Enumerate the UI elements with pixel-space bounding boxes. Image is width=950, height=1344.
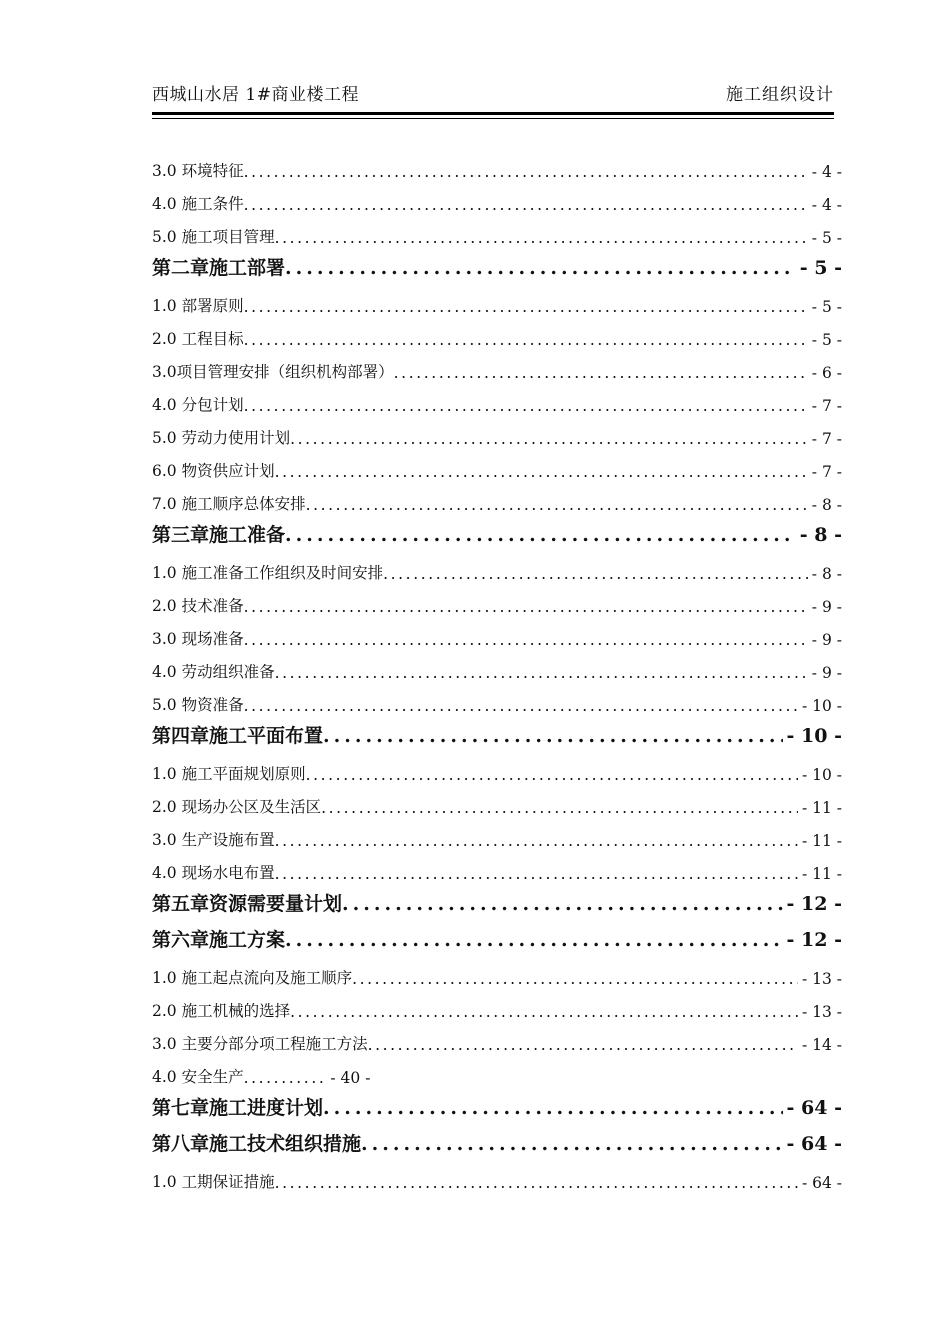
toc-dot-leader — [321, 799, 798, 817]
toc-chapter-number: 第八章 — [152, 1133, 210, 1155]
toc-section-entry[interactable] — [152, 955, 842, 988]
toc-dot-leader — [342, 889, 783, 919]
toc-dot-leader — [244, 397, 808, 415]
toc-dot-leader — [306, 496, 808, 514]
toc-page-number: - 11 - — [801, 832, 842, 850]
toc-entry-title: 5.0 施工项目管理 — [152, 228, 275, 246]
toc-dot-leader — [285, 925, 783, 955]
toc-page-number: - 12 - — [786, 893, 842, 915]
toc-page-number: - 11 - — [801, 799, 842, 817]
toc-section-entry[interactable] — [152, 649, 842, 682]
toc-section-entry[interactable] — [152, 148, 842, 181]
toc-entry-title: 1.0 部署原则 — [152, 297, 244, 315]
toc-page-number: - 40 - — [330, 1069, 371, 1087]
toc-page-number: - 10 - — [801, 766, 842, 784]
toc-entry-title: 1.0 施工准备工作组织及时间安排 — [152, 564, 384, 582]
toc-section-entry[interactable] — [152, 988, 842, 1021]
toc-dot-leader — [306, 766, 798, 784]
header-document-title: 施工组织设计 — [726, 85, 834, 105]
toc-entry-title: 施工平面布置 — [209, 725, 324, 747]
toc-dot-leader — [290, 430, 808, 448]
header-rule-thin — [152, 118, 834, 119]
toc-section-entry[interactable] — [152, 1159, 842, 1192]
toc-page-number: - 5 - — [811, 331, 842, 349]
toc-page-number: - 64 - — [786, 1097, 842, 1119]
toc-section-entry[interactable] — [152, 583, 842, 616]
toc-entry-title: 4.0 分包计划 — [152, 396, 244, 414]
toc-dot-leader — [244, 697, 798, 715]
header-project-title: 西城山水居 1#商业楼工程 — [152, 85, 359, 105]
toc-chapter-entry[interactable] — [152, 883, 842, 919]
toc-dot-leader — [352, 970, 798, 988]
toc-page-number: - 9 - — [811, 598, 842, 616]
toc-section-entry[interactable] — [152, 1021, 842, 1054]
toc-page-number: - 13 - — [801, 1003, 842, 1021]
toc-entry-title: 6.0 物资供应计划 — [152, 462, 275, 480]
toc-entry-title: 4.0 劳动组织准备 — [152, 663, 275, 681]
page-header — [152, 80, 834, 108]
toc-dot-leader — [275, 229, 808, 247]
toc-page-number: - 6 - — [811, 364, 842, 382]
toc-dot-leader — [244, 1069, 327, 1087]
toc-entry-title: 3.0项目管理安排（组织机构部署） — [152, 363, 394, 381]
toc-chapter-number: 第三章 — [152, 524, 210, 546]
toc-dot-leader — [285, 253, 796, 283]
toc-page-number: - 14 - — [801, 1036, 842, 1054]
toc-dot-leader — [275, 865, 798, 883]
toc-chapter-entry[interactable] — [152, 1123, 842, 1159]
toc-chapter-number: 第四章 — [152, 725, 210, 747]
toc-entry-title: 施工部署 — [209, 257, 286, 279]
toc-entry-title: 施工准备 — [209, 524, 286, 546]
toc-page-number: - 8 - — [811, 496, 842, 514]
toc-page-number: - 5 - — [811, 229, 842, 247]
toc-page-number: - 8 - — [799, 524, 842, 546]
toc-dot-leader — [244, 331, 808, 349]
toc-dot-leader — [290, 1003, 798, 1021]
toc-page-number: - 10 - — [786, 725, 842, 747]
toc-entry-title: 5.0 劳动力使用计划 — [152, 429, 291, 447]
table-of-contents — [152, 148, 842, 1192]
toc-dot-leader — [323, 1093, 783, 1123]
toc-chapter-entry[interactable] — [152, 1087, 842, 1123]
toc-page-number: - 9 - — [811, 664, 842, 682]
toc-dot-leader — [323, 721, 783, 751]
toc-chapter-entry[interactable] — [152, 247, 842, 283]
toc-entry-title: 5.0 物资准备 — [152, 696, 244, 714]
toc-section-entry[interactable] — [152, 784, 842, 817]
toc-entry-title: 3.0 现场准备 — [152, 630, 244, 648]
toc-dot-leader — [394, 364, 808, 382]
toc-dot-leader — [275, 1174, 798, 1192]
toc-page-number: - 12 - — [786, 929, 842, 951]
toc-section-entry[interactable] — [152, 214, 842, 247]
toc-section-entry[interactable] — [152, 181, 842, 214]
toc-section-entry[interactable] — [152, 751, 842, 784]
toc-entry-title: 2.0 现场办公区及生活区 — [152, 798, 322, 816]
toc-dot-leader — [275, 832, 798, 850]
toc-section-entry[interactable] — [152, 850, 842, 883]
toc-page-number: - 7 - — [811, 463, 842, 481]
toc-section-entry[interactable] — [152, 283, 842, 316]
toc-page-number: - 9 - — [811, 631, 842, 649]
toc-chapter-number: 第五章 — [152, 893, 210, 915]
toc-entry-title: 2.0 施工机械的选择 — [152, 1002, 291, 1020]
toc-section-entry[interactable] — [152, 316, 842, 349]
toc-section-entry[interactable] — [152, 550, 842, 583]
toc-dot-leader — [361, 1129, 783, 1159]
header-rule-thick — [152, 112, 834, 115]
toc-dot-leader — [244, 163, 808, 181]
toc-page-number: - 5 - — [799, 257, 842, 279]
toc-page-number: - 8 - — [811, 565, 842, 583]
toc-page-number: - 5 - — [811, 298, 842, 316]
toc-dot-leader — [244, 598, 808, 616]
toc-entry-title: 2.0 技术准备 — [152, 597, 244, 615]
toc-page-number: - 10 - — [801, 697, 842, 715]
toc-chapter-number: 第七章 — [152, 1097, 210, 1119]
toc-section-entry[interactable] — [152, 682, 842, 715]
toc-chapter-number: 第二章 — [152, 257, 210, 279]
toc-entry-title: 施工技术组织措施 — [209, 1133, 362, 1155]
toc-dot-leader — [244, 631, 808, 649]
toc-page-number: - 4 - — [811, 196, 842, 214]
toc-dot-leader — [383, 565, 808, 583]
toc-entry-title: 3.0 环境特征 — [152, 162, 244, 180]
toc-page-number: - 13 - — [801, 970, 842, 988]
toc-section-entry[interactable] — [152, 415, 842, 448]
toc-chapter-entry[interactable] — [152, 715, 842, 751]
toc-entry-title: 4.0 施工条件 — [152, 195, 244, 213]
toc-page-number: - 64 - — [801, 1174, 842, 1192]
toc-dot-leader — [285, 520, 796, 550]
toc-page-number: - 64 - — [786, 1133, 842, 1155]
toc-entry-title: 1.0 施工平面规划原则 — [152, 765, 306, 783]
toc-entry-title: 施工方案 — [209, 929, 286, 951]
toc-dot-leader — [368, 1036, 798, 1054]
toc-chapter-entry[interactable] — [152, 514, 842, 550]
toc-section-entry[interactable] — [152, 349, 842, 382]
toc-dot-leader — [244, 298, 808, 316]
toc-section-entry[interactable] — [152, 616, 842, 649]
toc-dot-leader — [244, 196, 808, 214]
toc-page-number: - 4 - — [811, 163, 842, 181]
toc-entry-title: 资源需要量计划 — [209, 893, 343, 915]
toc-entry-title: 3.0 生产设施布置 — [152, 831, 275, 849]
toc-entry-title: 2.0 工程目标 — [152, 330, 244, 348]
toc-entry-title: 施工进度计划 — [209, 1097, 324, 1119]
toc-section-entry[interactable] — [152, 1054, 842, 1087]
toc-page-number: - 11 - — [801, 865, 842, 883]
toc-page-number: - 7 - — [811, 397, 842, 415]
toc-entry-title: 3.0 主要分部分项工程施工方法 — [152, 1035, 368, 1053]
toc-section-entry[interactable] — [152, 481, 842, 514]
toc-chapter-entry[interactable] — [152, 919, 842, 955]
toc-dot-leader — [275, 463, 808, 481]
toc-entry-title: 4.0 现场水电布置 — [152, 864, 275, 882]
toc-dot-leader — [275, 664, 808, 682]
toc-entry-title: 1.0 工期保证措施 — [152, 1173, 275, 1191]
toc-section-entry[interactable] — [152, 382, 842, 415]
toc-page-number: - 7 - — [811, 430, 842, 448]
toc-entry-title: 1.0 施工起点流向及施工顺序 — [152, 969, 353, 987]
toc-entry-title: 7.0 施工顺序总体安排 — [152, 495, 306, 513]
toc-chapter-number: 第六章 — [152, 929, 210, 951]
toc-section-entry[interactable] — [152, 817, 842, 850]
toc-entry-title: 4.0 安全生产 — [152, 1068, 244, 1086]
toc-section-entry[interactable] — [152, 448, 842, 481]
